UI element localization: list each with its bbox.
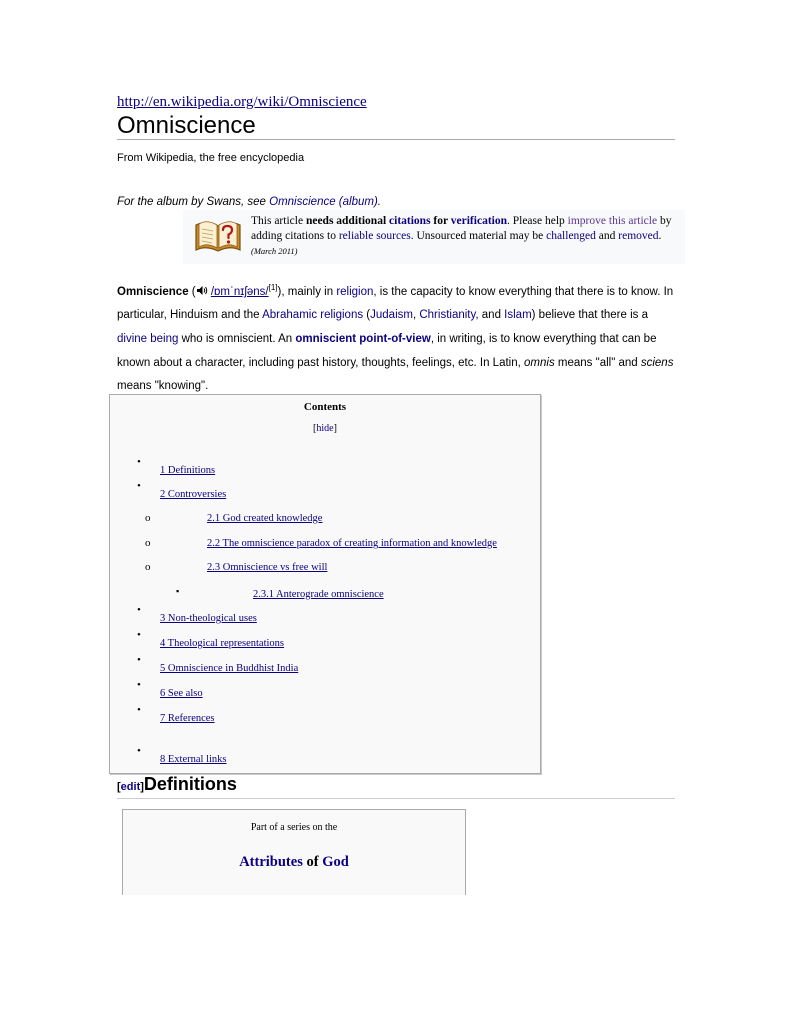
- religion-link[interactable]: religion: [336, 285, 374, 298]
- toc-item-free-will[interactable]: 2.3 Omniscience vs free will: [207, 562, 328, 573]
- reliable-sources-link[interactable]: reliable sources: [338, 230, 411, 242]
- hatnote-suffix: .: [377, 196, 381, 208]
- attributes-link[interactable]: Attributes: [239, 854, 303, 870]
- toc-bullet: ▪: [176, 586, 180, 596]
- toc-item-omniscience-paradox[interactable]: 2.2 The omniscience paradox of creating information and knowledge: [207, 538, 497, 549]
- attributes-of-god-infobox: [122, 809, 466, 895]
- hatnote: [117, 196, 381, 208]
- table-of-contents: [109, 394, 541, 774]
- removed-link[interactable]: removed: [618, 230, 659, 242]
- toc-hide-link[interactable]: hide: [316, 423, 334, 434]
- citation-1[interactable]: [1]: [268, 283, 278, 292]
- book-question-icon: [193, 216, 243, 256]
- section-divider: [117, 798, 675, 799]
- toc-item-references[interactable]: 7 References: [160, 713, 215, 724]
- toc-item-non-theological[interactable]: 3 Non-theological uses: [160, 613, 257, 624]
- toc-item-god-created-knowledge[interactable]: 2.1 God created knowledge: [207, 513, 323, 524]
- speaker-icon[interactable]: [196, 286, 208, 298]
- toc-bullet: o: [145, 561, 151, 573]
- notice-date: (March 2011): [251, 246, 298, 256]
- divine-being-link[interactable]: divine being: [117, 333, 179, 346]
- toc-bullet: •: [137, 679, 141, 691]
- title-divider: [117, 139, 675, 140]
- hatnote-prefix: For the album by Swans, see: [117, 196, 270, 208]
- god-link[interactable]: God: [322, 854, 349, 870]
- toc-bullet: •: [137, 456, 141, 468]
- toc-item-buddhist-india[interactable]: 5 Omniscience in Buddhist India: [160, 663, 299, 674]
- toc-item-see-also[interactable]: 6 See also: [160, 688, 203, 699]
- edit-section-link[interactable]: edit: [120, 781, 141, 793]
- citations-link[interactable]: citations: [389, 215, 431, 227]
- toc-item-theological-representations[interactable]: 4 Theological representations: [160, 638, 285, 649]
- christianity-link[interactable]: Christianity: [419, 309, 476, 322]
- refimprove-text: This article needs additional citations for verification. Please help improve this article by adding citations to reliable sources. Unsourced material may be challenged and removed.(March 2011): [251, 215, 672, 256]
- toc-hide-toggle: [hide]: [313, 423, 337, 434]
- hatnote-album-link[interactable]: Omniscience (album): [269, 196, 378, 208]
- toc-bullet: •: [137, 604, 141, 616]
- verification-link[interactable]: verification: [450, 215, 507, 227]
- toc-bullet: •: [137, 704, 141, 716]
- refimprove-notice: [183, 210, 685, 264]
- toc-item-external-links[interactable]: 8 External links: [160, 754, 227, 765]
- challenged-link[interactable]: challenged: [546, 230, 596, 242]
- infobox-title: Attributes of God: [239, 854, 349, 870]
- pronunciation-link[interactable]: /ɒmˈnɪʃəns/: [210, 285, 269, 298]
- toc-bullet: •: [137, 654, 141, 666]
- page-title: Omniscience: [117, 112, 256, 139]
- toc-bullet: o: [145, 537, 151, 549]
- toc-bullet: •: [137, 480, 141, 492]
- section-heading-text: Definitions: [143, 774, 237, 794]
- lead-paragraph: Omniscience ( /ɒmˈnɪʃəns/[1]), mainly in religion, is the capacity to know everything that there is to know. In particular, Hinduism and the Abrahamic religions (Judaism, Christianity, and Islam) believe that there is a divine being who is omniscient. An omniscient point-of-view, in writing, is to know everything that can be known about a character, including past history, thoughts, feelings, etc. In Latin, omnis means "all" and sciens means "knowing".: [117, 283, 674, 393]
- improve-article-link[interactable]: improve this article: [567, 215, 658, 227]
- toc-bullet: •: [137, 745, 141, 757]
- lead-term: Omniscience: [117, 285, 189, 298]
- judaism-link[interactable]: Judaism: [370, 309, 413, 322]
- toc-item-controversies[interactable]: 2 Controversies: [160, 489, 227, 500]
- toc-bullet: •: [137, 629, 141, 641]
- site-tagline: From Wikipedia, the free encyclopedia: [117, 152, 305, 164]
- toc-item-definitions[interactable]: 1 Definitions: [160, 465, 216, 476]
- islam-link[interactable]: Islam: [504, 309, 532, 322]
- toc-bullet: o: [145, 512, 151, 524]
- infobox-series-label: Part of a series on the: [250, 822, 338, 833]
- edit-section: [edit]: [117, 781, 144, 793]
- toc-title: Contents: [303, 401, 347, 413]
- abrahamic-religions-link[interactable]: Abrahamic religions: [262, 309, 364, 322]
- toc-item-anterograde[interactable]: 2.3.1 Anterograde omniscience: [253, 589, 384, 600]
- omniscient-pov-link[interactable]: omniscient point-of-view: [295, 333, 431, 346]
- section-heading-definitions: [117, 774, 675, 795]
- page-url-link[interactable]: http://en.wikipedia.org/wiki/Omniscience: [117, 94, 367, 110]
